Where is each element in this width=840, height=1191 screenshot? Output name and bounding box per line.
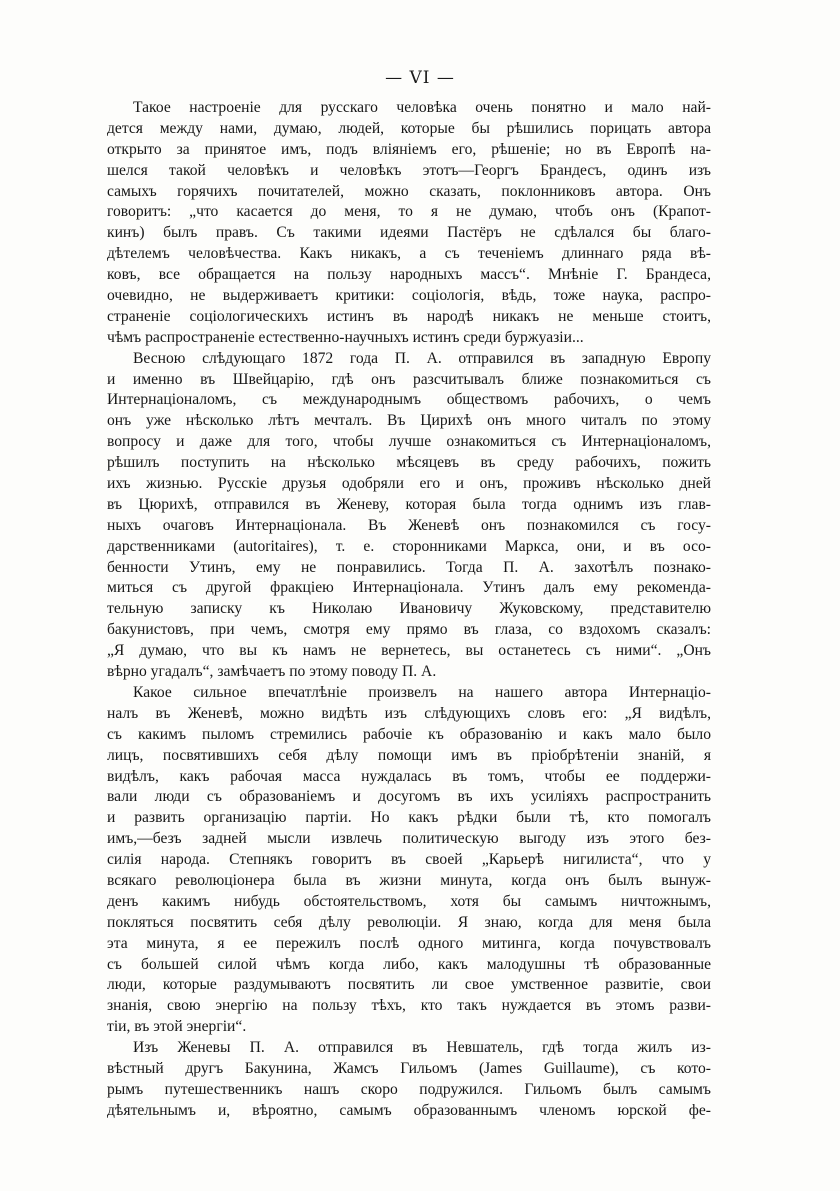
text-line: рѣшилъ поступить на нѣсколько мѣсяцевъ въ среду рабочихъ, пожить: [107, 454, 711, 472]
body-text: [107, 98, 711, 1122]
text-line: люди, которые раздумываютъ посвятить ли свое умственное развитіе, свои: [107, 976, 711, 994]
text-line: видѣлъ, какъ рабочая масса нуждалась въ томъ, чтобы ее поддержи-: [107, 767, 711, 785]
text-line: ныхъ очаговъ Интернаціонала. Въ Женевѣ онъ познакомился съ госу-: [107, 516, 711, 534]
text-line: ковъ, все обращается на пользу народныхъ массъ“. Мнѣніе Г. Брандеса,: [107, 266, 711, 284]
text-line: шелся такой человѣкъ и человѣкъ этотъ—Георгъ Брандесъ, одинъ изъ: [107, 161, 711, 179]
text-line: и именно въ Швейцарію, гдѣ онъ разсчитывалъ ближе познакомиться съ: [107, 370, 711, 388]
text-line: бакунистовъ, при чемъ, смотря ему прямо въ глаза, со вздохомъ сказалъ:: [107, 621, 711, 639]
text-line: лицъ, посвятившихъ себя дѣлу помощи имъ въ пріобрѣтеніи знаній, я: [107, 746, 711, 764]
page-number: — VI —: [385, 68, 455, 88]
text-line: рымъ путешественникъ нашъ скоро подружился. Гильомъ былъ самымъ: [107, 1080, 711, 1098]
text-line: имъ,—безъ задней мысли извлечь политическую выгоду изъ этого без-: [107, 830, 711, 848]
text-line: дѣтелемъ человѣчества. Какъ никакъ, а съ теченіемъ длиннаго ряда вѣ-: [107, 245, 711, 263]
text-line: говоритъ: „что касается до меня, то я не думаю, чтобъ онъ (Крапот-: [107, 203, 711, 221]
text-line: онъ уже нѣсколько лѣтъ мечталъ. Въ Цирихѣ онъ много читалъ по этому: [107, 412, 711, 430]
text-line: страненіе соціологическихъ истинъ въ народѣ никакъ не меньше стоитъ,: [107, 307, 711, 325]
text-line: и развить организацію партіи. Но какъ рѣдки были тѣ, кто помогалъ: [107, 809, 711, 827]
text-line: Интернаціоналомъ, съ международнымъ обществомъ рабочихъ, о чемъ: [107, 391, 711, 409]
text-line: самыхъ горячихъ почитателей, можно сказать, поклонниковъ автора. Онъ: [107, 182, 711, 200]
text-line: бенности Утинъ, ему не понравились. Тогда П. А. захотѣлъ познако-: [107, 558, 711, 576]
text-line: знанія, свою энергію на пользу тѣхъ, кто такъ нуждается въ этомъ разви-: [107, 997, 711, 1015]
text-line: съ большей силой чѣмъ когда либо, какъ малодушны тѣ образованные: [107, 955, 711, 973]
text-line: тельную записку къ Николаю Ивановичу Жуковскому, представителю: [107, 600, 711, 618]
text-line: тіи, въ этой энергіи“.: [107, 1018, 247, 1036]
paragraph-1: [107, 98, 711, 349]
text-line: кинъ) былъ правъ. Съ такими идеями Пастёръ не сдѣлался бы благо-: [107, 224, 711, 242]
text-line: всякаго революціонера была въ жизни минута, когда онъ былъ вынуж-: [107, 871, 711, 889]
text-line: съ какимъ пыломъ стремились рабочіе къ образованію и какъ мало было: [107, 725, 711, 743]
text-line: силія народа. Степнякъ говоритъ въ своей „Карьерѣ нигилиста“, что у: [107, 851, 711, 869]
text-line: налъ въ Женевѣ, можно видѣть изъ слѣдующихъ словъ его: „Я видѣлъ,: [107, 704, 711, 722]
text-line: дарственниками (autoritaires), т. е. сторонниками Маркса, они, и въ осо-: [107, 537, 711, 555]
text-line: эта минута, я ее пережилъ послѣ одного митинга, когда почувствовалъ: [107, 934, 711, 952]
text-line: покляться посвятить себя дѣлу революціи. Я знаю, когда для меня была: [107, 913, 711, 931]
text-line: Такое настроеніе для русскаго человѣка очень понятно и мало най-: [133, 99, 711, 116]
text-line: Весною слѣдующаго 1872 года П. А. отправился въ западную Европу: [133, 349, 711, 367]
text-line: „Я думаю, что вы къ намъ не вернетесь, вы останетесь съ ними“. „Онъ: [107, 642, 711, 660]
paragraph-4: [107, 1038, 711, 1122]
text-line: въ Цюрихѣ, отправился въ Женеву, которая была тогда однимъ изъ глав-: [107, 495, 711, 513]
text-line: открыто за принятое имъ, подъ вліяніемъ его, рѣшеніе; но въ Европѣ на-: [107, 140, 711, 158]
text-line: чѣмъ распространеніе естественно-научныхъ истинъ среди буржуазіи...: [107, 328, 584, 346]
text-line: дѣятельнымъ и, вѣроятно, самымъ образованнымъ членомъ юрской фе-: [107, 1101, 711, 1119]
text-line: вѣрно угадалъ“, замѣчаетъ по этому поводу П. А.: [107, 663, 437, 681]
text-line: ихъ жизнью. Русскіе друзья одобряли его и онъ, проживъ нѣсколько дней: [107, 475, 711, 493]
paragraph-3: [107, 683, 711, 1038]
text-line: очевидно, не выдерживаетъ критики: соціологія, вѣдь, тоже наука, распро-: [107, 287, 711, 305]
text-line: миться съ другой фракціею Интернаціонала. Утинъ далъ ему рекоменда-: [107, 579, 711, 597]
text-line: Какое сильное впечатлѣніе произвелъ на нашего автора Интернаціо-: [133, 683, 711, 701]
text-line: Изъ Женевы П. А. отправился въ Невшатель, гдѣ тогда жилъ из-: [133, 1039, 711, 1057]
text-line: вѣстный другъ Бакунина, Жамсъ Гильомъ (James Guillaume), съ кото-: [107, 1059, 711, 1077]
paragraph-2: [107, 349, 711, 683]
text-line: денъ какимъ нибудь обстоятельствомъ, хотя бы самымъ ничтожнымъ,: [107, 892, 711, 910]
text-line: дется между нами, думаю, людей, которые бы рѣшились порицать автора: [107, 119, 711, 137]
text-line: вопросу и даже для того, чтобы лучше ознакомиться съ Интернаціоналомъ,: [107, 433, 711, 451]
text-line: вали люди съ образованіемъ и досугомъ въ ихъ усиліяхъ распространить: [107, 788, 711, 806]
